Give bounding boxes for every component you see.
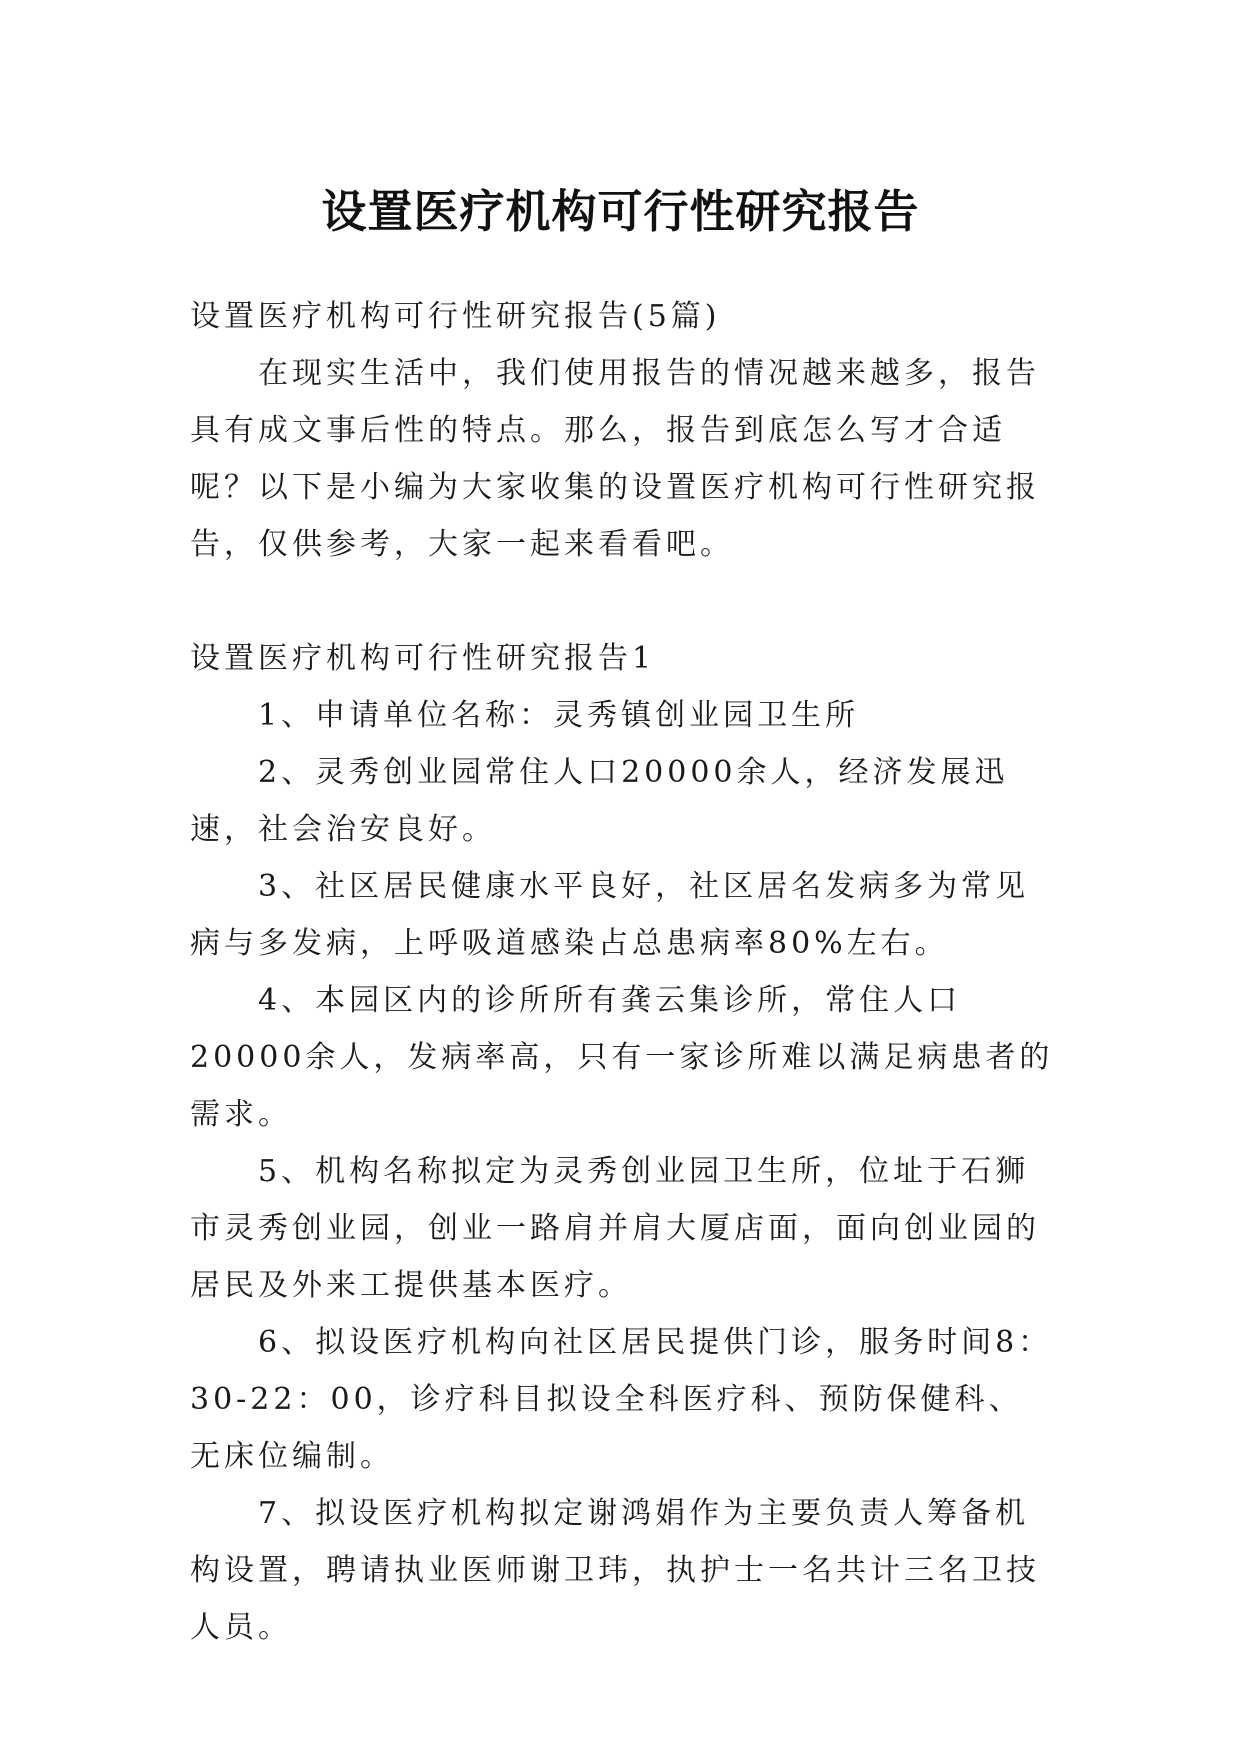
section-heading: 设置医疗机构可行性研究报告1 xyxy=(190,641,656,676)
intro-paragraph: 在现实生活中，我们使用报告的情况越来越多，报告具有成文事后性的特点。那么，报告到底怎么写才合适呢？以下是小编为大家收集的设置医疗机构可行性研究报告，仅供参考，大家一起来看看吧。 xyxy=(190,356,1040,562)
list-item: 3、社区居民健康水平良好，社区居名发病多为常见病与多发病，上呼吸道感染占总患病率80%左右。 xyxy=(190,869,1030,961)
list-item: 6、拟设医疗机构向社区居民提供门诊，服务时间8：30-22：00，诊疗科目拟设全科医疗科、预防保健科、无床位编制。 xyxy=(190,1325,1053,1474)
list-item: 7、拟设医疗机构拟定谢鸿娟作为主要负责人筹备机构设置，聘请执业医师谢卫玮，执护士一名共计三名卫技人员。 xyxy=(190,1496,1040,1645)
list-item: 1、申请单位名称：灵秀镇创业园卫生所 xyxy=(258,698,860,733)
list-item: 2、灵秀创业园常住人口20000余人，经济发展迅速，社会治安良好。 xyxy=(190,755,1009,847)
document-title: 设置医疗机构可行性研究报告 xyxy=(321,185,920,239)
document-subtitle: 设置医疗机构可行性研究报告(5篇) xyxy=(190,299,721,334)
list-item: 5、机构名称拟定为灵秀创业园卫生所，位址于石狮市灵秀创业园，创业一路肩并肩大厦店面，面向创业园的居民及外来工提供基本医疗。 xyxy=(190,1154,1040,1303)
document-body xyxy=(190,288,1056,1656)
list-item: 4、本园区内的诊所所有龚云集诊所，常住人口20000余人，发病率高，只有一家诊所难以满足病患者的需求。 xyxy=(190,983,1054,1132)
